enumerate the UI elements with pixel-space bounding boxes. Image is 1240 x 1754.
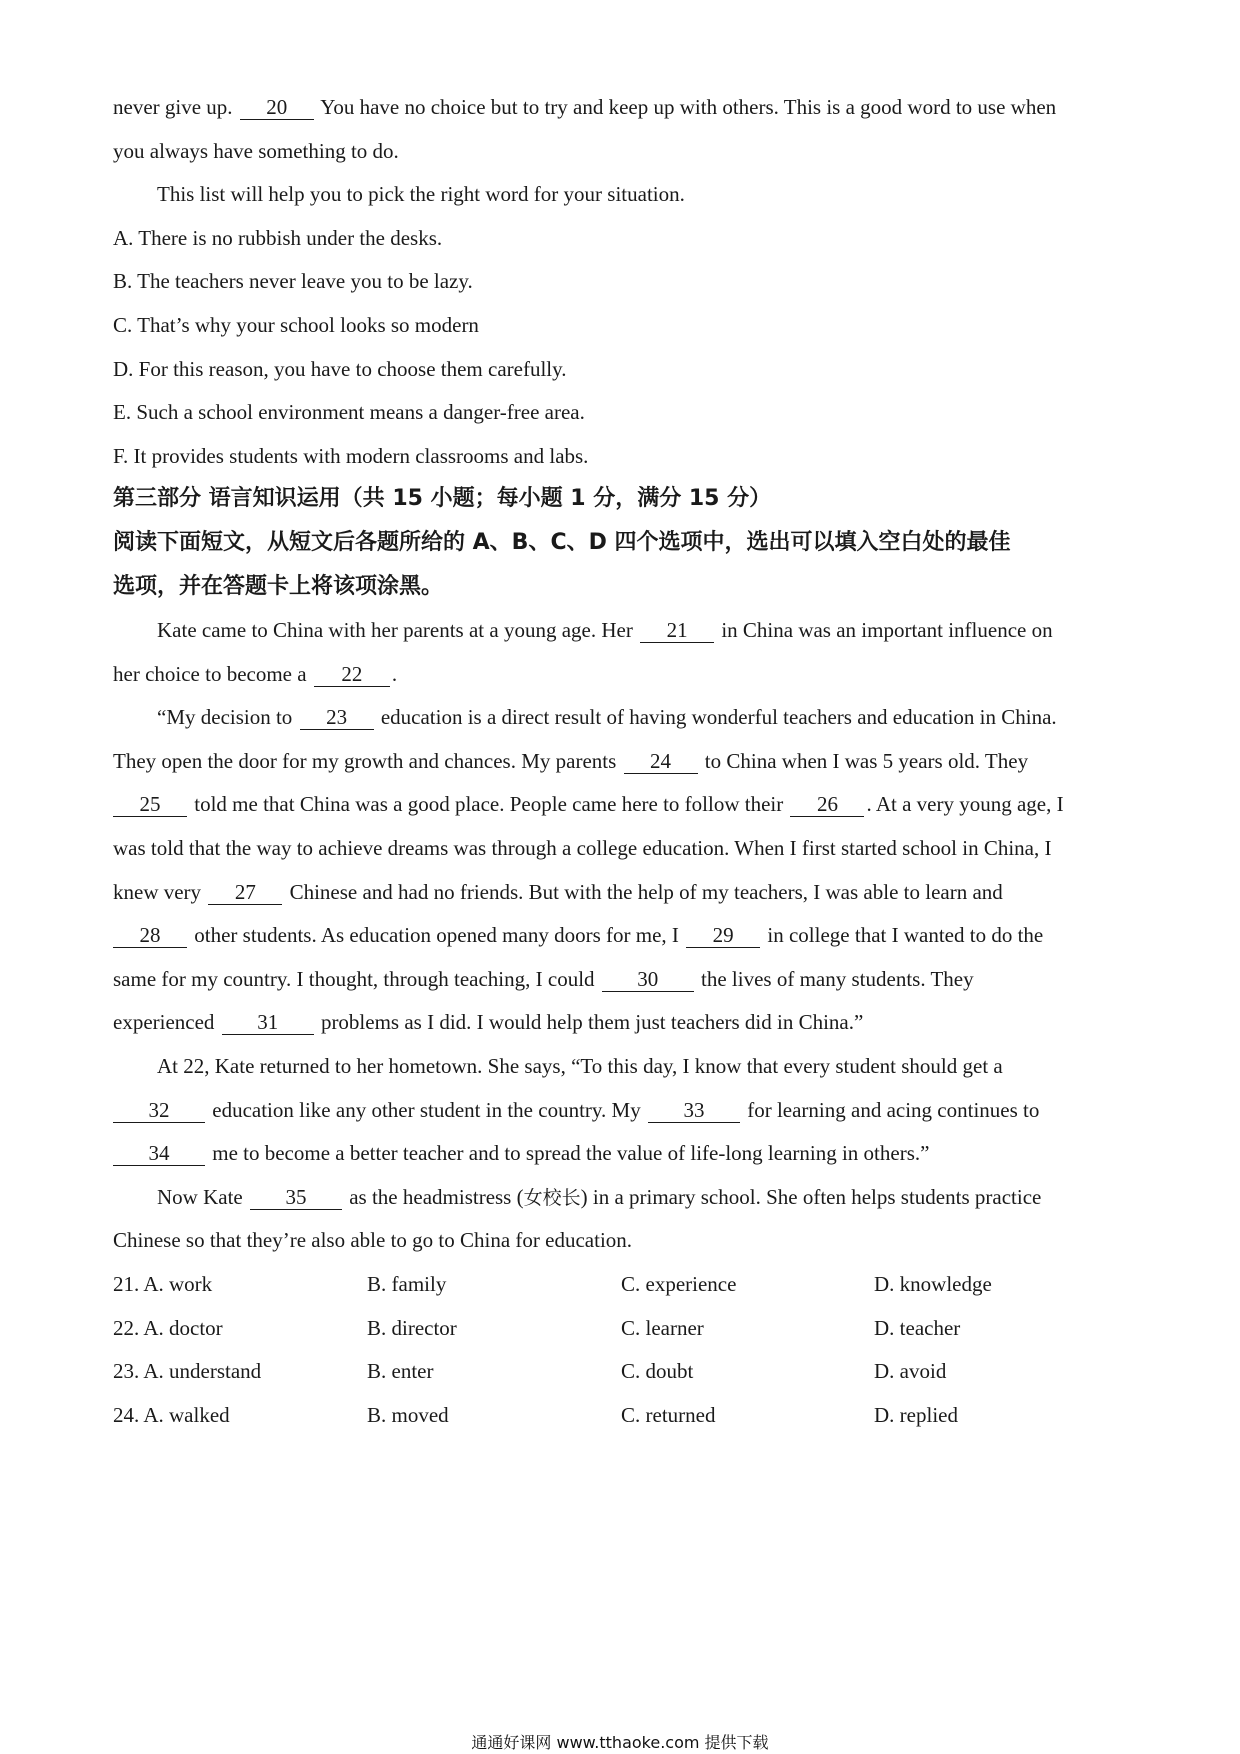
question-21: [113, 1270, 1133, 1298]
option-a: 21. A. work: [113, 1272, 213, 1296]
text: You have no choice but to try and keep up with others. This is a good word to use when: [315, 95, 1057, 119]
text: problems as I did. I would help them just teachers did in China.”: [315, 1010, 864, 1034]
option-a: 22. A. doctor: [113, 1316, 223, 1340]
option-b: B. enter: [367, 1359, 434, 1383]
passage-line: [113, 660, 1133, 688]
option-a: 24. A. walked: [113, 1403, 230, 1427]
passage-line: [113, 790, 1133, 818]
passage-line: [113, 1096, 1133, 1124]
text: as the headmistress (: [343, 1185, 524, 1209]
blank-31: 31: [222, 1010, 314, 1035]
blank-35: 35: [250, 1185, 342, 1210]
blank-24: 24: [624, 749, 698, 774]
text: knew very: [113, 880, 207, 904]
blank-28: 28: [113, 923, 187, 948]
option-d: D. knowledge: [874, 1272, 992, 1296]
question-24: [113, 1401, 1133, 1429]
passage-line: [113, 1008, 1133, 1036]
text: never give up.: [113, 95, 238, 119]
passage-line: [113, 965, 1133, 993]
option-a: A. There is no rubbish under the desks.: [113, 226, 443, 250]
text: other students. As education opened many doors for me, I: [189, 923, 685, 947]
passage-line: [113, 921, 1133, 949]
text: ) in a primary school. She often helps students practice: [580, 1185, 1042, 1209]
section-instruction: 选项，并在答题卡上将该项涂黑。: [113, 574, 444, 599]
passage-line: At 22, Kate returned to her hometown. She says, “To this day, I know that every student should get a: [157, 1054, 1003, 1078]
option-f: F. It provides students with modern classrooms and labs.: [113, 444, 589, 468]
blank-33: 33: [648, 1098, 740, 1123]
option-c: C. experience: [621, 1272, 737, 1296]
blank-29: 29: [686, 923, 760, 948]
text: “My decision to: [157, 705, 298, 729]
blank-32: 32: [113, 1098, 205, 1123]
text: me to become a better teacher and to spread the value of life-long learning in others.”: [207, 1141, 930, 1165]
passage-line: [157, 703, 1177, 731]
text: to China when I was 5 years old. They: [699, 749, 1029, 773]
blank-25: 25: [113, 792, 187, 817]
blank-22: 22: [314, 662, 390, 687]
text: told me that China was a good place. People came here to follow their: [189, 792, 789, 816]
text: .: [391, 662, 398, 686]
passage-line: [113, 1139, 1133, 1167]
passage-line: Chinese so that they’re also able to go to China for education.: [113, 1228, 633, 1252]
blank-27: 27: [208, 880, 282, 905]
text: education like any other student in the country. My: [207, 1098, 646, 1122]
option-b: B. moved: [367, 1403, 449, 1427]
footer-watermark: 通通好课网 www.tthaoke.com 提供下载: [471, 1733, 769, 1752]
option-c: C. learner: [621, 1316, 704, 1340]
section-instruction: 阅读下面短文，从短文后各题所给的 A、B、C、D 四个选项中，选出可以填入空白处的最佳: [113, 530, 1011, 555]
text: experienced: [113, 1010, 220, 1034]
passage-line: [113, 747, 1133, 775]
text: in China was an important influence on: [716, 618, 1053, 642]
text: in college that I wanted to do the: [762, 923, 1044, 947]
option-c: C. doubt: [621, 1359, 694, 1383]
blank-34: 34: [113, 1141, 205, 1166]
passage-line: you always have something to do.: [113, 139, 399, 163]
option-d: D. avoid: [874, 1359, 947, 1383]
passage-line: [157, 616, 1177, 644]
passage-line: This list will help you to pick the right word for your situation.: [157, 182, 685, 206]
passage-line: was told that the way to achieve dreams was through a college education. When I first started school in China, I: [113, 836, 1052, 860]
text: her choice to become a: [113, 662, 312, 686]
blank-21: 21: [640, 618, 714, 643]
question-23: [113, 1357, 1133, 1385]
option-b: B. family: [367, 1272, 447, 1296]
option-d: D. For this reason, you have to choose them carefully.: [113, 357, 567, 381]
blank-20: 20: [240, 95, 314, 120]
text: They open the door for my growth and chances. My parents: [113, 749, 622, 773]
option-d: D. replied: [874, 1403, 958, 1427]
text: 女校长: [523, 1187, 581, 1209]
option-b: B. director: [367, 1316, 457, 1340]
option-a: 23. A. understand: [113, 1359, 262, 1383]
passage-line: [157, 1183, 1177, 1212]
question-22: [113, 1314, 1133, 1342]
text: . At a very young age, I: [866, 792, 1064, 816]
text: Kate came to China with her parents at a young age. Her: [157, 618, 639, 642]
text: Chinese and had no friends. But with the help of my teachers, I was able to learn and: [284, 880, 1003, 904]
blank-23: 23: [300, 705, 374, 730]
option-c: C. That’s why your school looks so modern: [113, 313, 479, 337]
passage-line: [113, 93, 1133, 121]
text: Now Kate: [157, 1185, 248, 1209]
section-title: 第三部分 语言知识运用（共 15 小题；每小题 1 分，满分 15 分）: [113, 486, 772, 511]
blank-30: 30: [602, 967, 694, 992]
option-c: C. returned: [621, 1403, 716, 1427]
option-d: D. teacher: [874, 1316, 961, 1340]
text: education is a direct result of having wonderful teachers and education in China.: [375, 705, 1057, 729]
option-e: E. Such a school environment means a danger-free area.: [113, 400, 585, 424]
blank-26: 26: [790, 792, 864, 817]
option-b: B. The teachers never leave you to be lazy.: [113, 269, 473, 293]
text: same for my country. I thought, through teaching, I could: [113, 967, 600, 991]
passage-line: [113, 878, 1133, 906]
text: the lives of many students. They: [695, 967, 974, 991]
text: for learning and acing continues to: [741, 1098, 1040, 1122]
